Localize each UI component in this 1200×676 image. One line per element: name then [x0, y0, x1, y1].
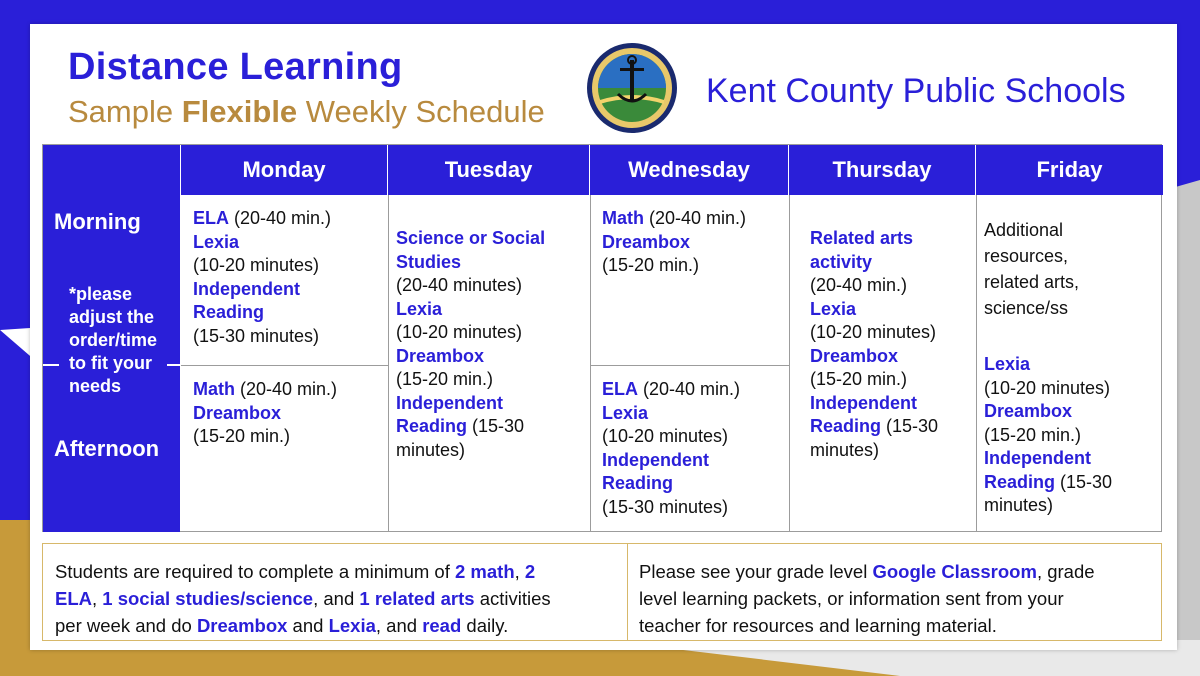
district-name: Kent County Public Schools	[706, 72, 1126, 110]
day-header-friday: Friday	[976, 145, 1163, 195]
divider	[181, 365, 388, 366]
divider	[976, 195, 977, 532]
schedule-card	[30, 24, 1177, 650]
monday-morning-cell: ELA (20-40 min.) Lexia (10-20 minutes) Independent Reading (15-30 minutes)	[193, 208, 332, 346]
wednesday-afternoon-cell: ELA (20-40 min.) Lexia (10-20 minutes) Independent Reading (15-30 minutes)	[602, 379, 741, 517]
requirements-note: Students are required to complete a minimum of 2 math, 2 ELA, 1 social studies/science, and 1 related arts activities per week and do Dreambox and Lexia, and read daily.	[55, 561, 551, 636]
day-header-monday: Monday	[181, 145, 388, 195]
divider	[627, 544, 628, 640]
page-title: Distance Learning	[68, 46, 403, 88]
requirements-notes	[42, 543, 1162, 641]
adjust-order-note: *please adjust the order/time to fit your needs	[69, 284, 158, 396]
day-header-wednesday: Wednesday	[590, 145, 789, 195]
wednesday-morning-cell: Math (20-40 min.) Dreambox (15-20 min.)	[602, 208, 747, 275]
day-header-thursday: Thursday	[789, 145, 976, 195]
divider	[590, 195, 591, 532]
divider	[789, 195, 790, 532]
friday-activities-cell: Lexia (10-20 minutes) Dreambox (15-20 min.) Independent Reading (15-30 minutes)	[984, 354, 1113, 515]
day-header-tuesday: Tuesday	[388, 145, 590, 195]
weekly-schedule-table	[42, 144, 1162, 532]
afternoon-label: Afternoon	[54, 436, 160, 461]
friday-resources-cell: Additional resources, related arts, science/ss	[984, 220, 1080, 318]
divider	[590, 365, 789, 366]
morning-label: Morning	[54, 209, 141, 234]
resources-note: Please see your grade level Google Classroom, grade level learning packets, or information sent from your teacher for resources and learning material.	[639, 561, 1095, 636]
divider-tick-right	[167, 364, 181, 366]
divider	[388, 195, 389, 532]
monday-afternoon-cell: Math (20-40 min.) Dreambox (15-20 min.)	[193, 379, 338, 446]
table-header-corner	[43, 145, 181, 195]
divider-tick-left	[43, 364, 59, 366]
tuesday-cell: Science or Social Studies (20-40 minutes) Lexia (10-20 minutes) Dreambox (15-20 min.) Independent Reading (15-30 minutes)	[396, 228, 546, 460]
school-district-seal-icon	[586, 42, 678, 134]
thursday-cell: Related arts activity (20-40 min.) Lexia (10-20 minutes) Dreambox (15-20 min.) Independent Reading (15-30 minutes)	[810, 228, 939, 460]
time-of-day-column	[43, 195, 180, 532]
page-subtitle: Sample Flexible Weekly Schedule	[68, 94, 545, 129]
